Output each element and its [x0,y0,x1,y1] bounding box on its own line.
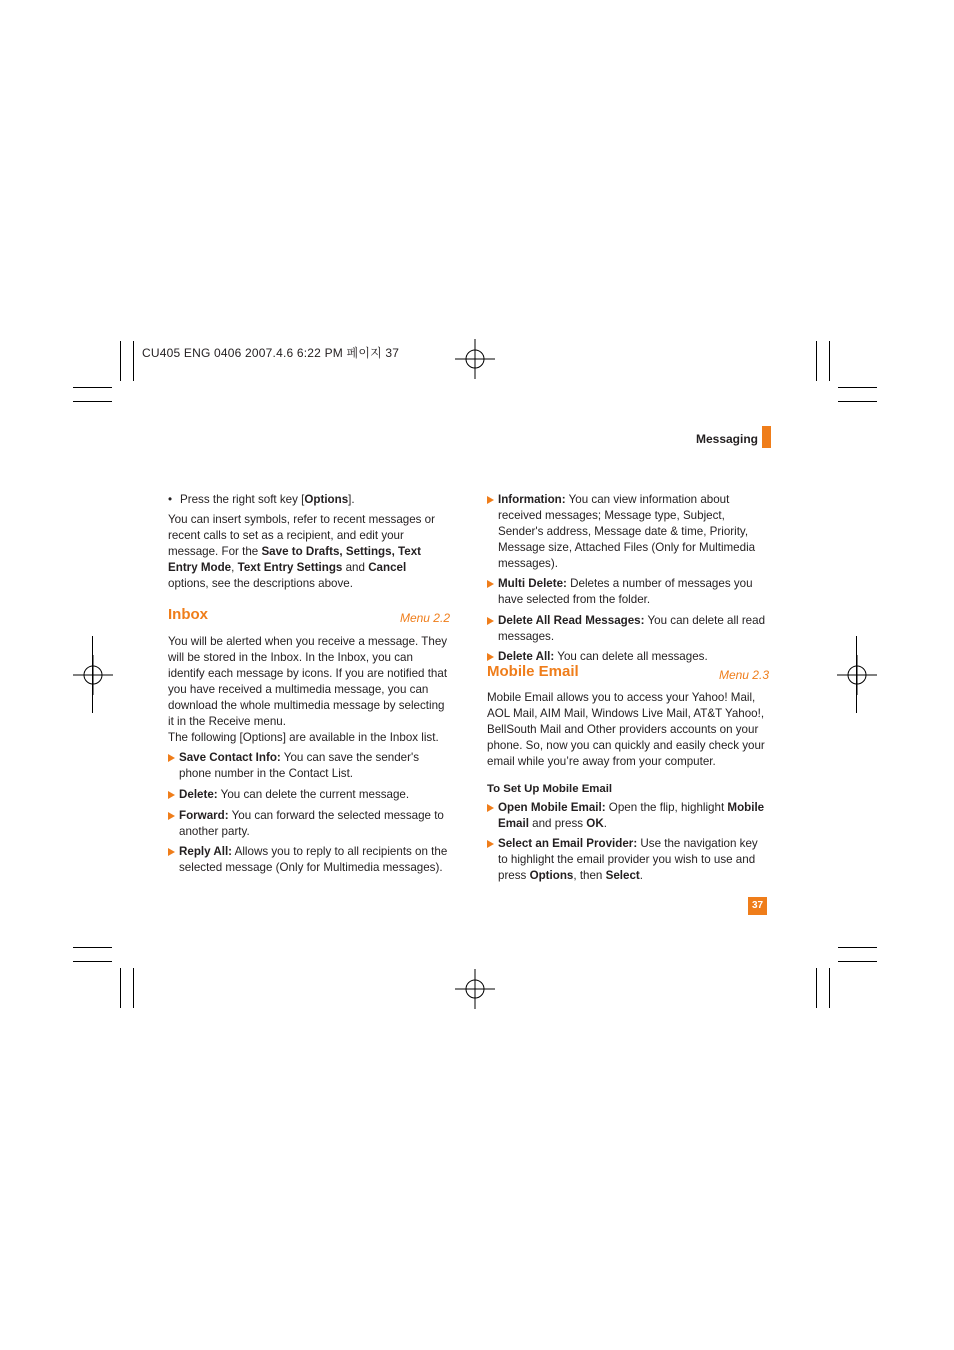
mobile-email-heading [487,664,769,684]
registration-line [856,636,857,713]
running-header [696,430,758,448]
print-slug: CU405 ENG 0406 2007.4.6 6:22 PM 페이지 37 [142,346,400,360]
page-number-badge [748,897,767,915]
bullet-icon: • [168,493,173,506]
registration-mark-icon [73,655,113,695]
arrow-bullet-icon [168,754,175,762]
arrow-bullet-icon [487,496,494,504]
list-item: Delete: You can delete the current message. [168,787,450,803]
arrow-bullet-icon [168,791,175,799]
list-item: Multi Delete: Deletes a number of messages you have selected from the folder. [487,576,769,608]
arrow-bullet-icon [487,617,494,625]
list-item: Delete All: You can delete all messages. [487,649,769,665]
mobile-email-section [487,664,769,884]
inbox-section [168,607,450,876]
list-item: Forward: You can forward the selected message to another party. [168,808,450,840]
page-number: 37 [751,900,764,911]
inbox-title: Inbox [168,606,208,623]
list-item: Information: You can view information about received messages; Message type, Subject, Sender's address, Message date & time, Priority, Message size, Attached Files (Only for Multimedia messages). [487,492,769,572]
right-column [487,492,769,665]
setup-subheading: To Set Up Mobile Email [487,783,613,795]
registration-mark-icon [455,339,495,379]
arrow-bullet-icon [487,840,494,848]
setup-step: Open Mobile Email: Open the flip, highlight Mobile Email and press OK. [487,800,769,832]
running-header-title: Messaging [695,432,758,446]
inbox-paragraph: You will be alerted when you receive a message. They will be stored in the Inbox. In the Inbox, you can identify each message by icons. If you are notified that you have received a multimedia message, you can download the whole multimedia message by selecting it in the Receive menu. [168,635,448,728]
list-item: Reply All: Allows you to reply to all recipients on the selected message (Only for Multimedia messages). [168,844,450,876]
intro-paragraph: You can insert symbols, refer to recent messages or recent calls to set as a recipient, and edit your message. For the Save to Drafts, Settings, Text Entry Mode, Text Entry Settings and Cancel options, see the descriptions above. [168,513,435,590]
registration-mark-icon [455,969,495,1009]
inbox-options-intro: The following [Options] are available in the Inbox list. [168,731,439,744]
arrow-bullet-icon [487,653,494,661]
mobile-email-title: Mobile Email [487,663,579,680]
inbox-heading [168,607,450,627]
list-item: Save Contact Info: You can save the sender's phone number in the Contact List. [168,750,450,782]
list-item: Delete All Read Messages: You can delete all read messages. [487,613,769,645]
header-tab-marker [762,426,771,448]
registration-line [92,636,93,713]
left-column [168,492,450,592]
bullet-item: • Press the right soft key [Options]. [168,493,355,506]
arrow-bullet-icon [168,848,175,856]
arrow-bullet-icon [487,804,494,812]
inbox-menu-number: Menu 2.2 [399,611,450,625]
mobile-email-paragraph: Mobile Email allows you to access your Yahoo! Mail, AOL Mail, AIM Mail, Windows Live Mail, AT&T Yahoo!, BellSouth Mail and Other providers accounts on your phone. So, now you can quickly and easily check your email while you’re away from your computer. [487,691,765,768]
registration-mark-icon [837,655,877,695]
mobile-email-menu-number: Menu 2.3 [718,668,769,682]
arrow-bullet-icon [487,580,494,588]
arrow-bullet-icon [168,812,175,820]
setup-step: Select an Email Provider: Use the navigation key to highlight the email provider you wish to use and press Options, then Select. [487,836,769,884]
options-key-label: Options [304,493,349,506]
